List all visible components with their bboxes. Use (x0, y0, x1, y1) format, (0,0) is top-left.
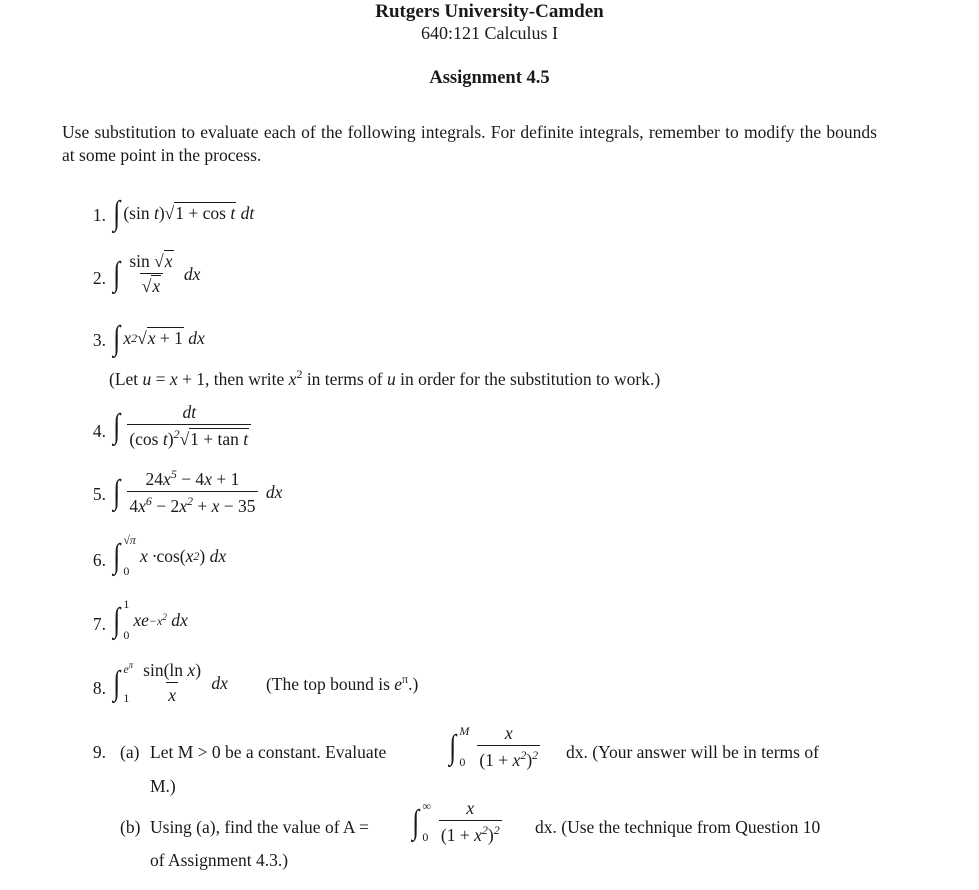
problem-expression: ∫ $\frac{24x^5 - 4x + 1}{4x^6 - 2x^2 + x - 35}$ dx (113, 467, 283, 516)
problem-expression: ∫ 1 0 xe $-x^2$ dx (113, 597, 188, 642)
part-b-continued: of Assignment 4.3.) (150, 850, 289, 870)
problem-number: 3. (92, 330, 106, 350)
part-a-continued: M.) (150, 776, 176, 796)
problem-number: 4. (92, 421, 106, 441)
instructions: Use substitution to evaluate each of the following integrals. For definite integrals, remember to modify the bounds at some point in the process. (62, 122, 877, 165)
problem-number: 5. (92, 484, 106, 504)
problem-number: 6. (92, 550, 106, 570)
part-b-label: (b) (120, 817, 141, 837)
problem-number: 8. (92, 678, 106, 698)
part-a-after: dx. (Your answer will be in terms of (566, 742, 819, 762)
problem-number: 2. (92, 268, 106, 288)
part-b-text: Using (a), find the value of A = (150, 817, 369, 837)
part-a-label: (a) (120, 742, 140, 762)
problem-hint: (Let u = x + 1, then write $x^2$ in terms of u in order for the substitution to work.) (109, 367, 661, 389)
assignment-title: Assignment 4.5 (429, 68, 550, 88)
problem-expression: ∫ (sin t ) √ 1 + cos t dt (113, 195, 255, 232)
problem-expression: ∫ √π 0 x · cos( x 2 ) dx (113, 533, 227, 578)
problem-expression: ∫ $\frac{\sin √x}{√x}$ dx (113, 251, 201, 297)
university-title: Rutgers University-Camden (375, 1, 604, 22)
problem-expression: ∫ x 2 √ x + 1 dx (113, 320, 205, 357)
part-b-integral: ∫ ∞ 0 $\frac{x}{(1 + x^2)^2}$ (412, 798, 500, 846)
problem-number: 1. (92, 205, 106, 225)
problem-expression: ∫ $e^\pi$ 1 $\frac{\text{sin(ln x)}}{x}$ dx (The top bound is $e^\pi$.) (113, 659, 419, 705)
part-a-integral: ∫ M 0 $\frac{x}{(1 + x^2)^2}$ (449, 723, 539, 771)
course-code: 640:121 Calculus I (421, 23, 558, 43)
problem-expression: ∫ $\frac{dt}{(\cos t)^2√1 + \tan t}$ (112, 403, 255, 449)
part-a-text: Let M > 0 be a constant. Evaluate (150, 742, 387, 762)
part-b-after: dx. (Use the technique from Question 10 (535, 817, 821, 837)
problem-number: 9. (92, 742, 106, 762)
problem-number: 7. (92, 614, 106, 634)
